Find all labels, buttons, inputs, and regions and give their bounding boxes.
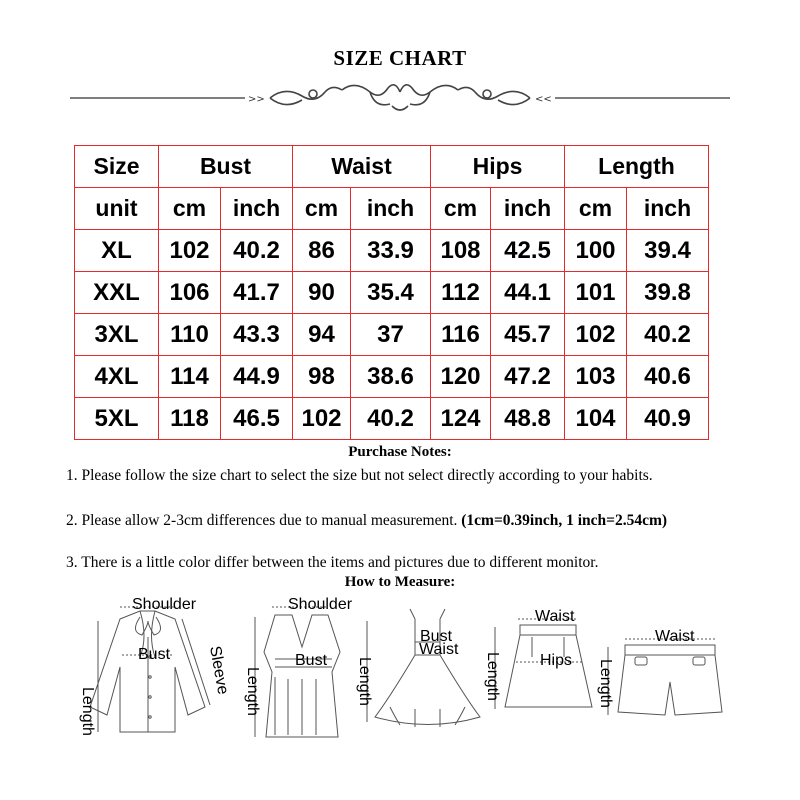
header-waist: Waist: [293, 146, 431, 188]
table-cell: 42.5: [491, 230, 565, 272]
unit-cell: inch: [491, 188, 565, 230]
vest-illustration: [255, 607, 340, 737]
purchase-notes-title: Purchase Notes:: [348, 444, 452, 460]
length-label: Length: [79, 687, 96, 736]
bust-label: Bust: [138, 646, 171, 663]
page-title: SIZE CHART: [333, 46, 467, 70]
header-hips: Hips: [431, 146, 565, 188]
length-label: Length: [597, 659, 614, 708]
svg-text:>>: >>: [248, 94, 265, 105]
waist-label: Waist: [655, 628, 695, 645]
table-cell: 103: [565, 356, 627, 398]
table-cell: 35.4: [351, 272, 431, 314]
shoulder-label: Shoulder: [288, 597, 353, 613]
table-cell: 94: [293, 314, 351, 356]
table-cell: 39.4: [627, 230, 709, 272]
table-cell: 41.7: [221, 272, 293, 314]
table-cell: 40.2: [627, 314, 709, 356]
table-cell: 116: [431, 314, 491, 356]
table-cell: 120: [431, 356, 491, 398]
table-cell: 48.8: [491, 398, 565, 440]
shorts-illustration: [608, 639, 722, 715]
hips-label: Hips: [540, 652, 573, 669]
table-cell: 102: [293, 398, 351, 440]
table-cell: 98: [293, 356, 351, 398]
header-size: Size: [75, 146, 159, 188]
unit-cell: cm: [159, 188, 221, 230]
unit-cell: inch: [351, 188, 431, 230]
size-table: [74, 145, 709, 440]
table-row: [75, 356, 709, 398]
note-3: 3. There is a little color differ between the items and pictures due to different monitor.: [66, 554, 599, 571]
table-cell: 118: [159, 398, 221, 440]
table-cell: 40.2: [221, 230, 293, 272]
table-cell: 100: [565, 230, 627, 272]
table-cell: 114: [159, 356, 221, 398]
table-header-row: [75, 146, 709, 188]
bust-label: Bust: [295, 652, 328, 669]
unit-label: unit: [75, 188, 159, 230]
size-cell: 5XL: [75, 398, 159, 440]
bust-label: Bust: [420, 628, 453, 645]
size-cell: 4XL: [75, 356, 159, 398]
table-cell: 44.1: [491, 272, 565, 314]
size-cell: XL: [75, 230, 159, 272]
table-cell: 90: [293, 272, 351, 314]
unit-cell: inch: [221, 188, 293, 230]
sleeve-label: Sleeve: [206, 644, 232, 696]
table-cell: 102: [159, 230, 221, 272]
table-row: [75, 230, 709, 272]
length-label: Length: [484, 652, 501, 701]
table-cell: 39.8: [627, 272, 709, 314]
table-cell: 43.3: [221, 314, 293, 356]
table-cell: 40.9: [627, 398, 709, 440]
table-cell: 110: [159, 314, 221, 356]
table-cell: 45.7: [491, 314, 565, 356]
table-cell: 33.9: [351, 230, 431, 272]
note-2: [66, 510, 736, 531]
header-bust: Bust: [159, 146, 293, 188]
note-2-text: 2. Please allow 2-3cm differences due to manual measurement.: [66, 512, 458, 529]
unit-cell: inch: [627, 188, 709, 230]
ornament-divider: [70, 78, 730, 118]
table-row: [75, 398, 709, 440]
waist-label: Waist: [419, 641, 459, 658]
how-to-measure-title: How to Measure:: [344, 574, 456, 590]
table-cell: 86: [293, 230, 351, 272]
table-cell: 124: [431, 398, 491, 440]
length-label: Length: [356, 657, 373, 706]
table-cell: 44.9: [221, 356, 293, 398]
table-cell: 40.6: [627, 356, 709, 398]
table-row: [75, 314, 709, 356]
note-1: 1. Please follow the size chart to select the size but not select directly according to your habits.: [66, 467, 653, 484]
table-cell: 38.6: [351, 356, 431, 398]
table-cell: 40.2: [351, 398, 431, 440]
measure-illustrations: [70, 597, 730, 747]
table-cell: 112: [431, 272, 491, 314]
table-cell: 37: [351, 314, 431, 356]
table-cell: 47.2: [491, 356, 565, 398]
size-cell: 3XL: [75, 314, 159, 356]
table-cell: 106: [159, 272, 221, 314]
table-row: [75, 272, 709, 314]
header-length: Length: [565, 146, 709, 188]
svg-text:<<: <<: [535, 94, 552, 105]
note-2-conversion: (1cm=0.39inch, 1 inch=2.54cm): [461, 512, 668, 529]
table-cell: 104: [565, 398, 627, 440]
unit-cell: cm: [293, 188, 351, 230]
waist-label: Waist: [535, 608, 575, 625]
unit-cell: cm: [565, 188, 627, 230]
unit-cell: cm: [431, 188, 491, 230]
table-cell: 108: [431, 230, 491, 272]
blouse-illustration: [90, 607, 210, 732]
table-cell: 102: [565, 314, 627, 356]
table-cell: 46.5: [221, 398, 293, 440]
shoulder-label: Shoulder: [132, 597, 197, 613]
dress-illustration: [367, 609, 480, 727]
length-label: Length: [244, 667, 261, 716]
unit-row: [75, 188, 709, 230]
size-cell: XXL: [75, 272, 159, 314]
table-cell: 101: [565, 272, 627, 314]
